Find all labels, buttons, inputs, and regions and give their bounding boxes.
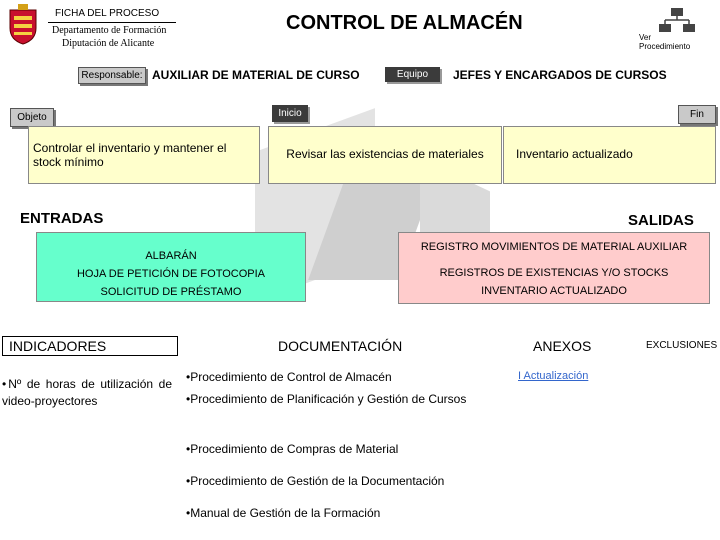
procedimiento-label: Procedimiento [639, 42, 691, 51]
responsable-value: AUXILIAR DE MATERIAL DE CURSO [152, 68, 360, 82]
salidas-item: REGISTRO MOVIMIENTOS DE MATERIAL AUXILIAR [420, 241, 688, 253]
objeto-label: Objeto [10, 108, 54, 127]
entradas-item: HOJA DE PETICIÓN DE FOTOCOPIA [76, 268, 266, 280]
entradas-item: ALBARÁN [145, 250, 197, 262]
ver-label: Ver [639, 33, 652, 42]
indicador-item: • Nº de horas de utilización de video-proyectores [2, 376, 172, 410]
doc-item[interactable]: •Procedimiento de Compras de Material [186, 442, 399, 456]
salidas-item: REGISTROS DE EXISTENCIAS Y/O STOCKS [439, 267, 669, 279]
doc-item[interactable]: •Manual de Gestión de la Formación [186, 506, 381, 520]
equipo-label: Equipo [385, 67, 440, 82]
documentacion-title: DOCUMENTACIÓN [278, 338, 403, 354]
department-line2: Diputación de Alicante [62, 38, 155, 49]
ficha-title: FICHA DEL PROCESO [55, 8, 160, 19]
page-title: CONTROL DE ALMACÉN [286, 12, 523, 34]
anexos-title: ANEXOS [533, 338, 592, 354]
indicadores-title: INDICADORES [2, 336, 178, 356]
entradas-box [36, 232, 306, 302]
inicio-label: Inicio [272, 105, 308, 122]
entradas-title: ENTRADAS [20, 210, 104, 227]
fin-box [503, 126, 716, 184]
fin-label: Fin [678, 105, 716, 124]
doc-item[interactable]: •Procedimiento de Planificación y Gestión de Cursos [186, 392, 467, 406]
indicadores-list [2, 376, 172, 410]
equipo-value: JEFES Y ENCARGADOS DE CURSOS [453, 68, 667, 82]
inicio-text: Revisar las existencias de materiales [286, 147, 484, 161]
salidas-title: SALIDAS [628, 212, 694, 229]
doc-item[interactable]: •Procedimiento de Gestión de la Documentación [186, 474, 445, 488]
coat-of-arms-logo [6, 4, 40, 46]
department-line1: Departamento de Formación [52, 25, 167, 36]
objeto-box [28, 126, 260, 184]
doc-item[interactable]: •Procedimiento de Control de Almacén [186, 370, 392, 384]
responsable-label: Responsable: [78, 67, 146, 84]
header-divider [48, 22, 176, 23]
anexos-link[interactable]: I Actualización [518, 370, 589, 382]
entradas-item: SOLICITUD DE PRÉSTAMO [100, 286, 242, 298]
exclusiones-title: EXCLUSIONES [646, 340, 718, 351]
fin-text: Inventario actualizado [516, 147, 633, 161]
objeto-text: Controlar el inventario y mantener el stock mínimo [33, 141, 227, 169]
org-chart-icon [657, 6, 697, 34]
view-procedure-button[interactable] [637, 6, 717, 50]
inicio-box [268, 126, 502, 184]
salidas-item: INVENTARIO ACTUALIZADO [481, 285, 627, 297]
salidas-box [398, 232, 710, 304]
